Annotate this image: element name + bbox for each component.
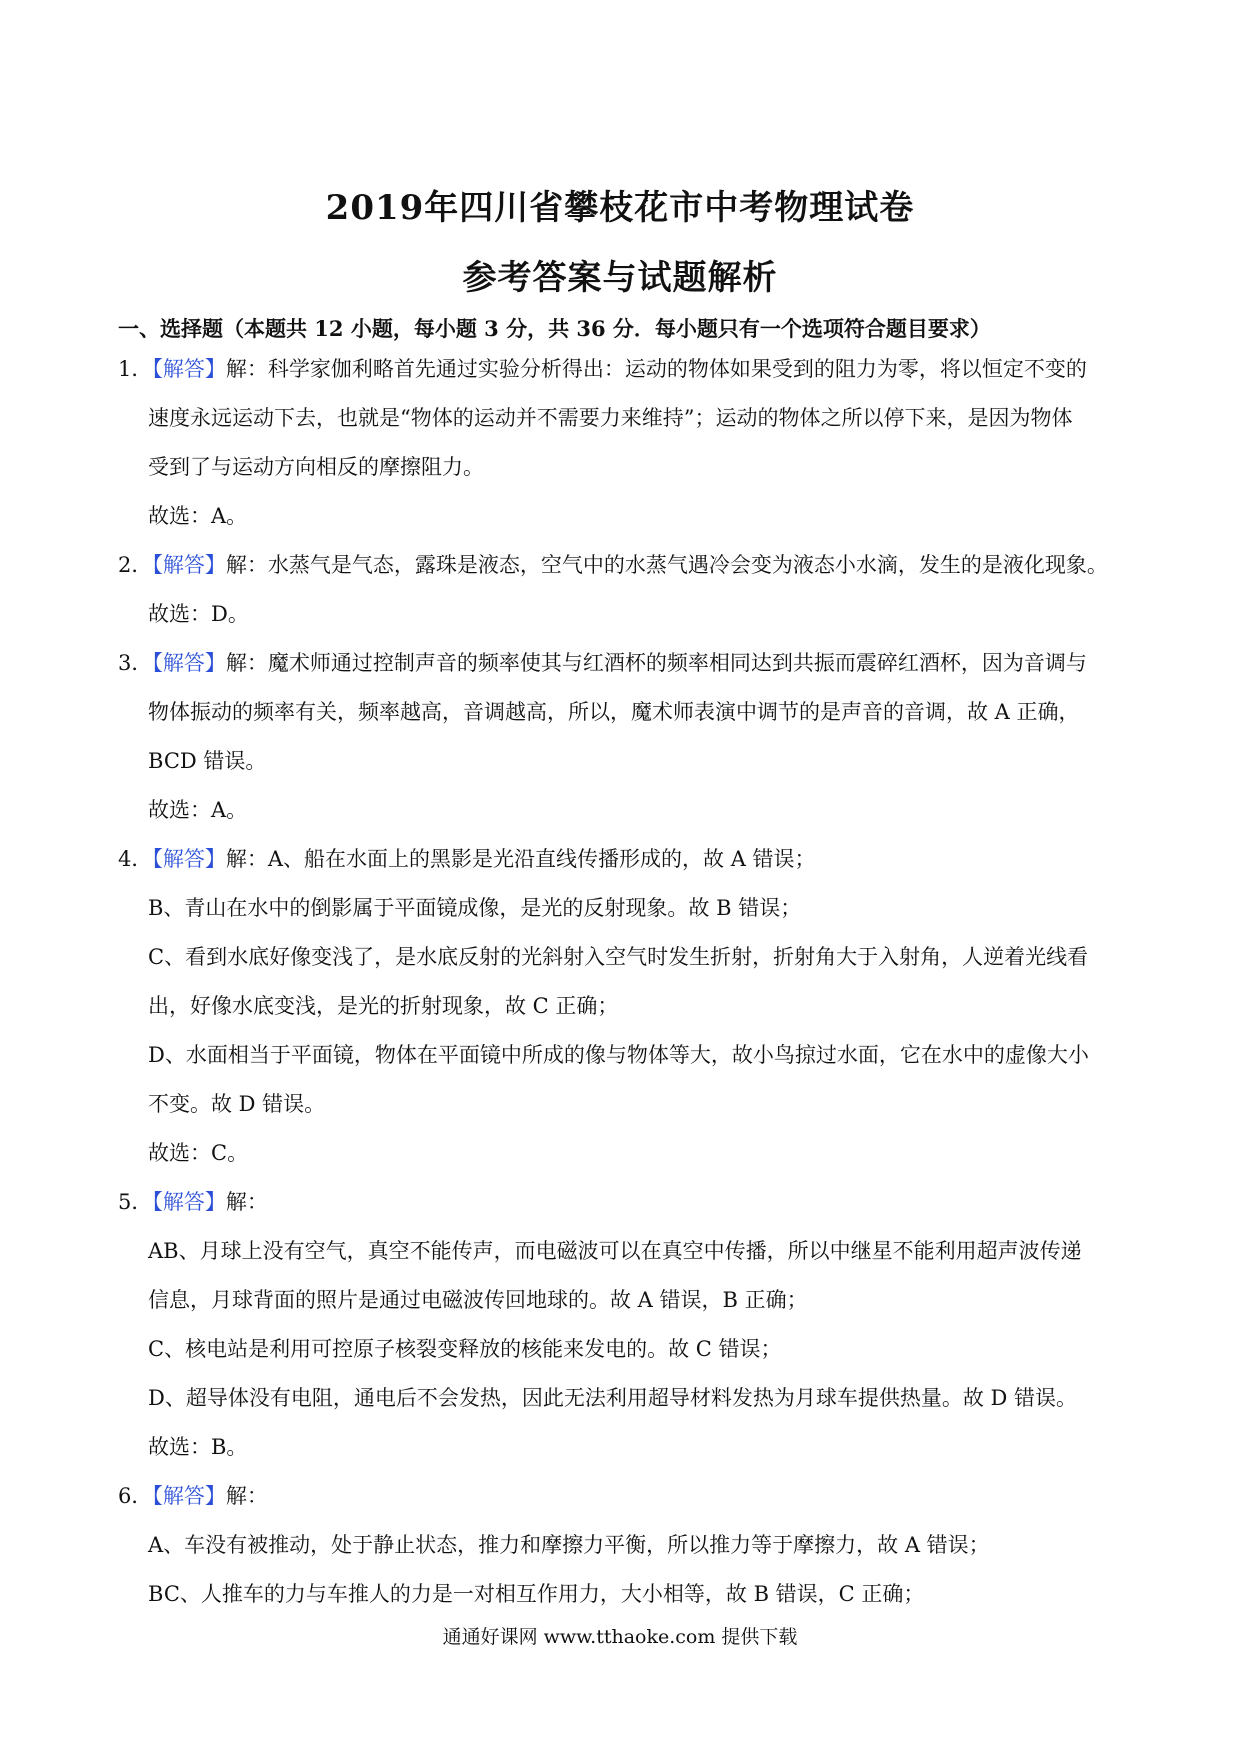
question-number: 5．	[118, 1190, 153, 1214]
section-header: 一、选择题（本题共 12 小题，每小题 3 分，共 36 分．每小题只有一个选项符合题目要求）	[118, 316, 991, 341]
answer-line: 不变。故 D 错误。	[148, 1092, 326, 1116]
answer-item	[118, 1472, 1128, 1619]
answer-line: B、青山在水中的倒影属于平面镜成像，是光的反射现象。故 B 错误；	[148, 896, 802, 920]
answer-tag: 【解答】	[152, 357, 226, 381]
answers-list	[118, 345, 1128, 1619]
answer-line: BC、人推车的力与车推人的力是一对相互作用力，大小相等，故 B 错误，C 正确；	[148, 1582, 925, 1606]
answer-tag: 【解答】	[152, 1484, 226, 1508]
answer-line: 信息，月球背面的照片是通过电磁波传回地球的。故 A 错误，B 正确；	[148, 1288, 808, 1312]
answer-choice: 故选：C。	[148, 1141, 249, 1165]
answer-line: A、车没有被推动，处于静止状态，推力和摩擦力平衡，所以推力等于摩擦力，故 A 错误；	[148, 1533, 990, 1557]
answer-text: 解：科学家伽利略首先通过实验分析得出：运动的物体如果受到的阻力为零，将以恒定不变的	[225, 357, 1087, 381]
answer-choice: 故选：B。	[148, 1435, 248, 1459]
answer-tag: 【解答】	[152, 1190, 226, 1214]
answer-line: 出，好像水底变浅，是光的折射现象，故 C 正确；	[148, 994, 619, 1018]
answer-line: D、超导体没有电阻，通电后不会发热，因此无法利用超导材料发热为月球车提供热量。故 D 错误。	[148, 1386, 1078, 1410]
answer-tag: 【解答】	[152, 651, 226, 675]
question-number: 6．	[118, 1484, 153, 1508]
question-number: 1．	[118, 357, 153, 381]
answer-text: 解：	[225, 1190, 268, 1214]
answer-line: 受到了与运动方向相反的摩擦阻力。	[148, 455, 484, 479]
question-number: 2．	[118, 553, 153, 577]
answer-line: 物体振动的频率有关，频率越高，音调越高，所以，魔术师表演中调节的是声音的音调，故 A 正确，	[148, 700, 1080, 724]
answer-item	[118, 835, 1128, 1178]
question-number: 3．	[118, 651, 153, 675]
answer-line: C、核电站是利用可控原子核裂变释放的核能来发电的。故 C 错误；	[148, 1337, 782, 1361]
answer-item	[118, 1178, 1128, 1472]
answer-line: D、水面相当于平面镜，物体在平面镜中所成的像与物体等大，故小鸟掠过水面，它在水中的虚像大小	[148, 1043, 1089, 1067]
page-subtitle: 参考答案与试题解析	[462, 258, 778, 298]
answer-item	[118, 541, 1128, 639]
answer-item	[118, 639, 1128, 835]
answer-tag: 【解答】	[152, 847, 226, 871]
answer-line: AB、月球上没有空气，真空不能传声，而电磁波可以在真空中传播，所以中继星不能利用超声波传递	[148, 1239, 1082, 1263]
answer-choice: 故选：A。	[148, 798, 248, 822]
answer-text: 解：水蒸气是气态，露珠是液态，空气中的水蒸气遇冷会变为液态小水滴，发生的是液化现象。	[225, 553, 1108, 577]
answer-line: 速度永远运动下去，也就是“物体的运动并不需要力来维持”；运动的物体之所以停下来，是因为物体	[148, 406, 1073, 430]
answer-choice: 故选：A。	[148, 504, 248, 528]
answer-item	[118, 345, 1128, 541]
answer-text: 解：A、船在水面上的黑影是光沿直线传播形成的，故 A 错误；	[225, 847, 816, 871]
answer-line: C、看到水底好像变浅了，是水底反射的光斜射入空气时发生折射，折射角大于入射角，人逆着光线看	[148, 945, 1089, 969]
answer-text: 解：魔术师通过控制声音的频率使其与红酒杯的频率相同达到共振而震碎红酒杯，因为音调与	[225, 651, 1087, 675]
answer-tag: 【解答】	[152, 553, 226, 577]
answer-line: BCD 错误。	[148, 749, 267, 773]
question-number: 4．	[118, 847, 153, 871]
page-footer: 通通好课网 www.tthaoke.com 提供下载	[442, 1626, 798, 1648]
page-title: 2019年四川省攀枝花市中考物理试卷	[325, 188, 915, 228]
answer-choice: 故选：D。	[148, 602, 249, 626]
answer-text: 解：	[225, 1484, 268, 1508]
